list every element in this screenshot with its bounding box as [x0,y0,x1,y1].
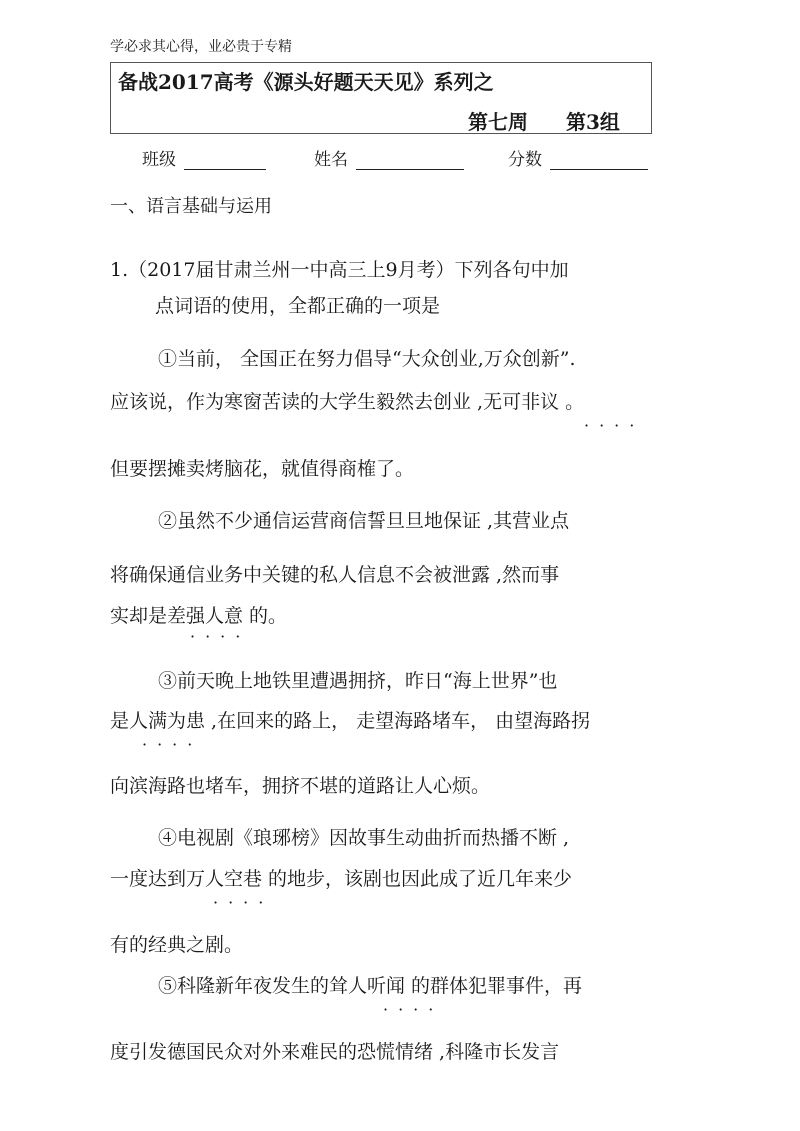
emphasis-dots: ···· [142,735,203,754]
emphasis-dots: ···· [383,1000,444,1019]
class-label: 班级 [142,150,176,170]
item3-line1: ③前天晚上地铁里遭遇拥挤，昨日“海上世界”也 [158,670,558,692]
item2-line1: ②虽然不少通信运营商信誓旦旦地保证 ,其营业点 [158,510,570,532]
name-label: 姓名 [314,150,348,170]
item4-line1: ④电视剧《琅琊榜》因故事生动曲折而热播不断 , [158,827,570,849]
class-blank [184,153,266,170]
name-field [314,145,464,170]
item2-line3: 实却是差强人意 的。 [110,605,288,627]
item4-line3: 有的经典之剧。 [110,934,244,956]
item1-line3: 但要摆摊卖烤脑花，就值得商榷了。 [110,458,415,480]
item1-line2: 应该说，作为寒窗苦读的大学生毅然去创业 ,无可非议 。 [110,391,585,413]
class-field [142,145,266,170]
emphasis-dots: ···· [213,893,274,912]
header-note: 学必求其心得，业必贵于专精 [110,39,292,55]
item3-line2: 是人满为患 ,在回来的路上， 走望海路堵车， 由望海路拐 [110,710,591,732]
item1-line1: ①当前， 全国正在努力倡导“大众创业,万众创新”. [158,348,576,370]
score-blank [550,153,648,170]
score-field [508,145,648,170]
question-line1: 1.（2017届甘肃兰州一中高三上9月考）下列各句中加 [110,259,569,281]
section-heading: 一、语言基础与运用 [110,196,272,217]
item5-line1: ⑤科隆新年夜发生的耸人听闻 的群体犯罪事件，再 [158,975,583,997]
title-group: 第3组 [566,110,620,134]
score-label: 分数 [508,150,542,170]
item2-line2: 将确保通信业务中关键的私人信息不会被泄露 ,然而事 [110,564,560,586]
emphasis-dots: ···· [584,416,645,435]
title-week: 第七周 [468,110,528,134]
question-line2: 点词语的使用，全都正确的一项是 [155,295,441,317]
emphasis-dots: ···· [190,627,251,646]
title-main: 备战2017高考《源头好题天天见》系列之 [118,70,494,94]
item5-line2: 度引发德国民众对外来难民的恐慌情绪 ,科隆市长发言 [110,1041,560,1063]
item4-line2: 一度达到万人空巷 的地步，该剧也因此成了近几年来少 [110,868,573,890]
item3-line3: 向滨海路也堵车，拥挤不堪的道路让人心烦。 [110,775,491,797]
name-blank [356,153,464,170]
